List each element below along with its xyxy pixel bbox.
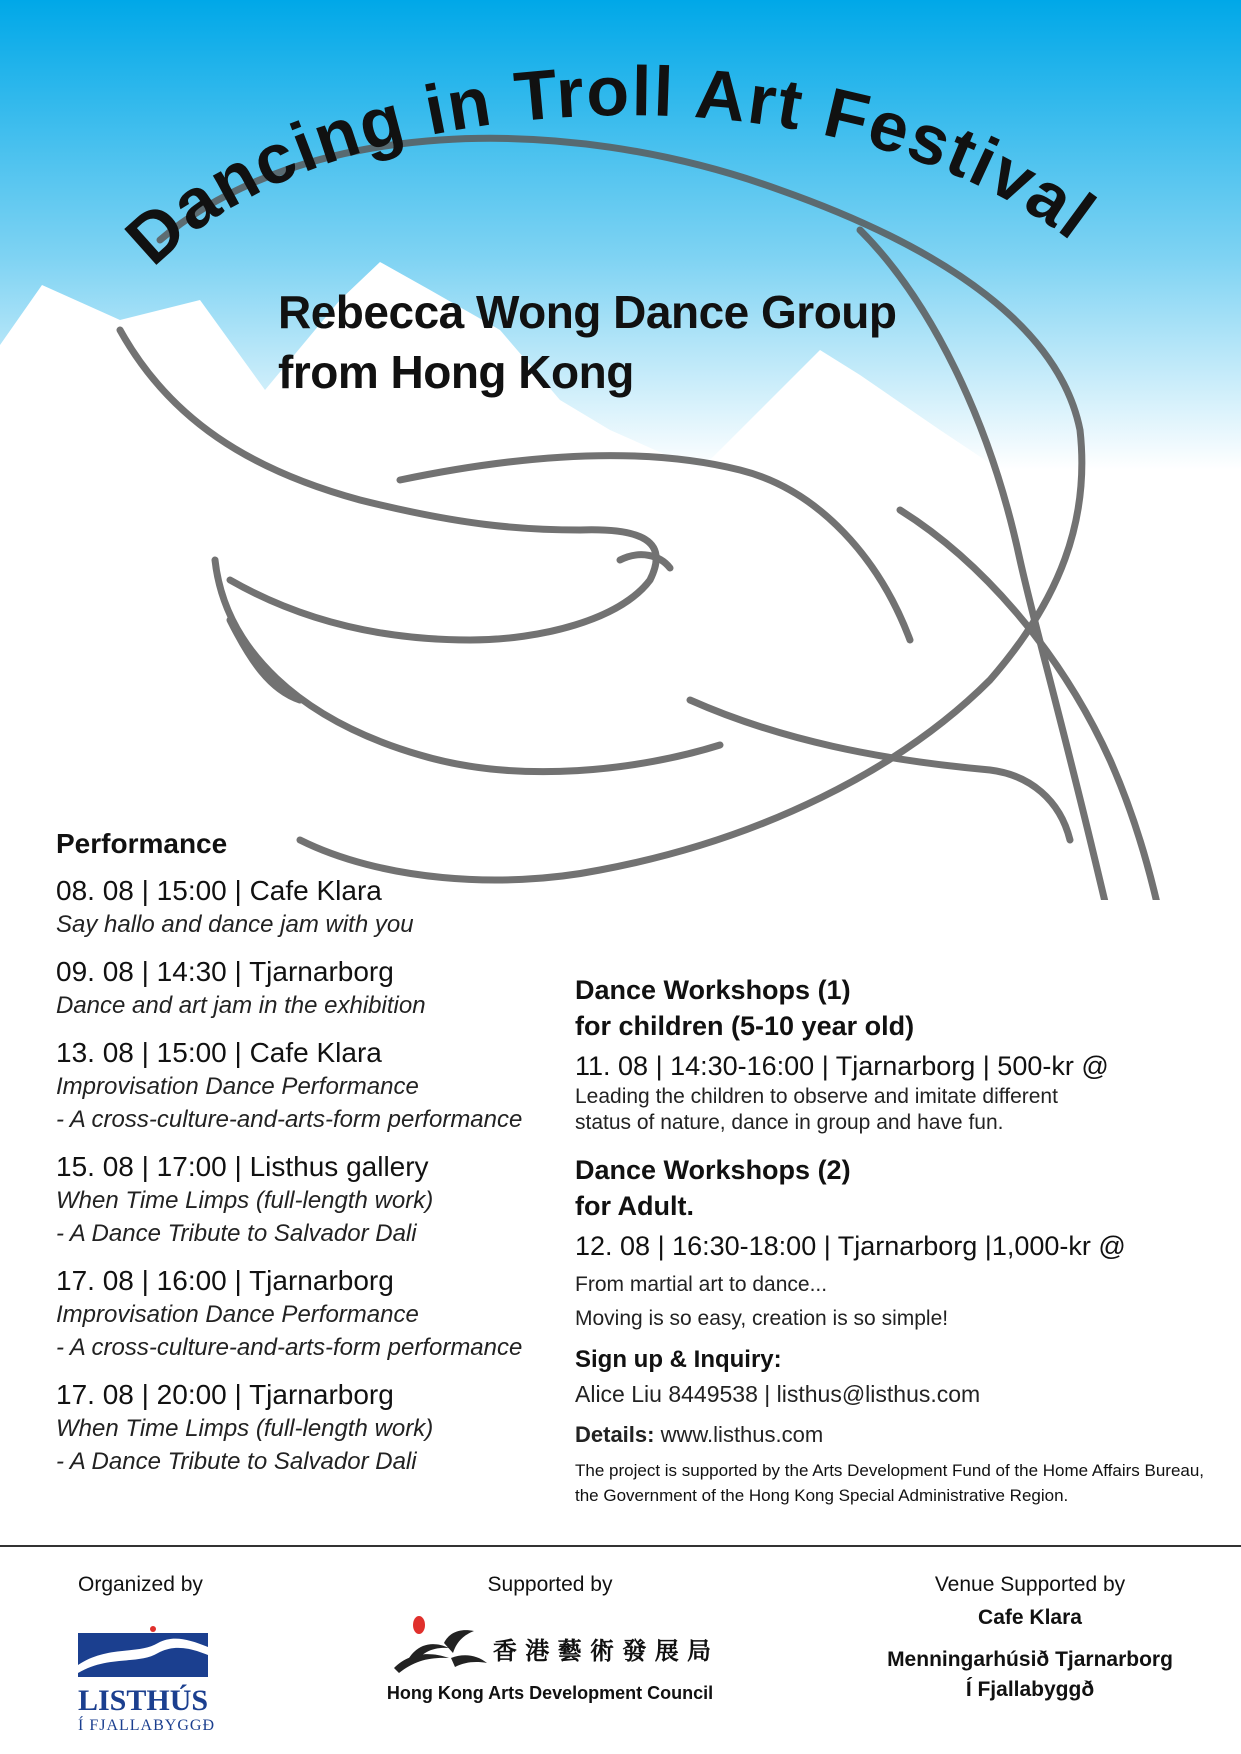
event-desc: When Time Limps (full-length work) [56,1187,434,1214]
event-desc: - A cross-culture-and-arts-form performance [56,1106,523,1133]
support-note-line: The project is supported by the Arts Development Fund of the Home Affairs Bureau, [575,1461,1205,1480]
event-when: 17. 08 | 16:00 | Tjarnarborg [56,1265,394,1296]
details-url[interactable]: www.listhus.com [660,1422,824,1447]
event-when: 17. 08 | 20:00 | Tjarnarborg [56,1379,394,1410]
svg-text:Dancing in Troll Art Festival: Dancing in Troll Art Festival [110,51,1111,280]
workshops-section [575,972,1225,1508]
signup-contact[interactable]: Alice Liu 8449538 | listhus@listhus.com [575,1381,981,1407]
festival-title [0,0,1241,320]
organized-caption: Organized by [78,1573,203,1596]
workshop2-when: 12. 08 | 16:30-18:00 | Tjarnarborg |1,000-kr @ [575,1231,1126,1261]
support-note [575,1458,1225,1508]
event-desc: Say hallo and dance jam with you [56,911,414,938]
workshop2-heading: Dance Workshops (2) [575,1155,851,1185]
event-when: 13. 08 | 15:00 | Cafe Klara [56,1037,382,1068]
hkadc-chinese-name: 香 港 藝 術 發 展 局 [492,1636,712,1665]
event-desc: - A cross-culture-and-arts-form performance [56,1334,523,1361]
workshop2-desc: From martial art to dance... [575,1273,828,1296]
workshop1-desc: Leading the children to observe and imitate different [575,1085,1058,1108]
listhus-logo-text: LISTHÚS [78,1684,209,1717]
event-desc: - A Dance Tribute to Salvador Dali [56,1448,417,1475]
listhus-logo-subtext: Í FJALLABYGGÐ [78,1717,215,1734]
event-desc: Improvisation Dance Performance [56,1301,419,1328]
event-when: 15. 08 | 17:00 | Listhus gallery [56,1151,429,1182]
event-item [56,874,526,941]
venue-caption: Venue Supported by [934,1573,1126,1596]
listhus-logo-icon [78,1625,218,1681]
performance-heading: Performance [56,828,228,859]
venue-tjarnarborg: Menningarhúsið Tjarnarborg [887,1648,1173,1671]
support-note-line: the Government of the Hong Kong Special Administrative Region. [575,1486,1069,1505]
signup-label: Sign up & Inquiry: [575,1346,782,1373]
workshop2-audience: for Adult. [575,1191,694,1221]
event-item [56,955,526,1022]
event-item [56,1378,526,1478]
venue-location: Í Fjallabyggð [965,1678,1095,1701]
event-item [56,1264,526,1364]
event-when: 08. 08 | 15:00 | Cafe Klara [56,875,382,906]
subtitle-line-2: from Hong Kong [278,346,634,398]
venue-supported-by [860,1573,1200,1705]
workshop2-desc: Moving is so easy, creation is so simple! [575,1307,949,1330]
workshop1-audience: for children (5-10 year old) [575,1011,915,1041]
event-item [56,1150,526,1250]
event-when: 09. 08 | 14:30 | Tjarnarborg [56,956,394,987]
details-line [575,1420,1225,1450]
workshop1-when: 11. 08 | 14:30-16:00 | Tjarnarborg | 500-kr @ [575,1051,1109,1081]
subtitle [278,282,897,402]
hkadc-logo [380,1613,720,1683]
venue-cafe-klara: Cafe Klara [978,1606,1082,1629]
event-desc: When Time Limps (full-length work) [56,1415,434,1442]
workshop1-heading: Dance Workshops (1) [575,975,851,1005]
event-desc: Dance and art jam in the exhibition [56,992,426,1019]
supported-caption: Supported by [487,1573,613,1596]
event-desc: Improvisation Dance Performance [56,1073,419,1100]
event-item [56,1036,526,1136]
event-desc: - A Dance Tribute to Salvador Dali [56,1220,417,1247]
hkadc-english-name: Hong Kong Arts Development Council [386,1683,714,1703]
organized-by [78,1573,318,1735]
hkadc-logo-icon [389,1613,489,1683]
supported-by [380,1573,720,1704]
details-label: Details: [575,1422,655,1447]
performance-section [56,828,526,1492]
footer-divider [0,1545,1241,1547]
subtitle-line-1: Rebecca Wong Dance Group [278,286,897,338]
workshop1-desc: status of nature, dance in group and have fun. [575,1111,1004,1134]
